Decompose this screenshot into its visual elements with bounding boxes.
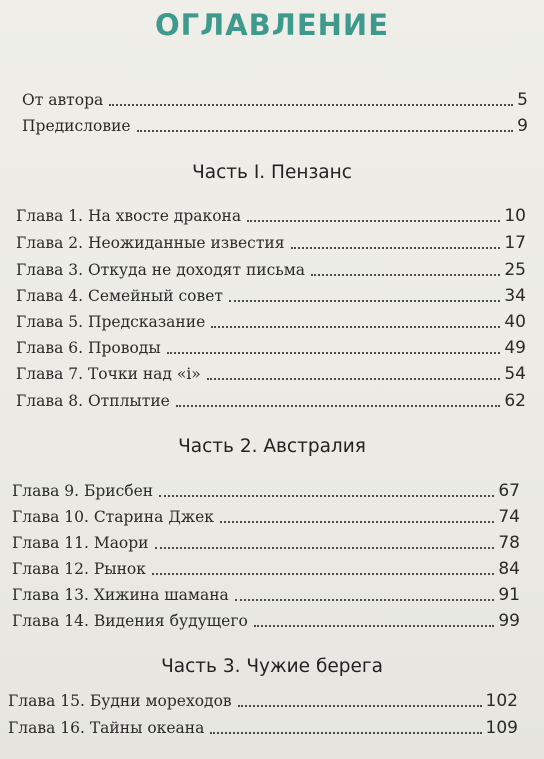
toc-entry-page: 40 xyxy=(504,312,526,332)
toc-entry-front-1[interactable] xyxy=(22,88,528,110)
dot-leader xyxy=(229,300,500,302)
toc-entry-page: 34 xyxy=(504,286,526,306)
part-1-heading: Часть I. Пензанс xyxy=(192,162,352,183)
dot-leader xyxy=(167,352,501,354)
toc-entry-label: Глава 13. Хижина шамана xyxy=(12,586,229,604)
toc-entry-chapter-11[interactable] xyxy=(12,531,520,553)
toc-entry-page: 10 xyxy=(504,206,526,226)
toc-entry-page: 99 xyxy=(498,611,520,631)
toc-entry-page: 91 xyxy=(498,585,520,605)
toc-entry-chapter-3[interactable] xyxy=(16,258,526,280)
toc-entry-label: Глава 4. Семейный совет xyxy=(16,287,223,305)
toc-entry-label: Глава 14. Видения будущего xyxy=(12,612,248,630)
dot-leader xyxy=(152,573,494,575)
toc-entry-label: Глава 9. Брисбен xyxy=(12,482,154,500)
dot-leader xyxy=(238,705,482,707)
toc-entry-chapter-8[interactable] xyxy=(16,389,526,411)
part-3-heading: Часть 3. Чужие берега xyxy=(161,656,383,677)
dot-leader xyxy=(155,547,495,549)
dot-leader xyxy=(137,130,514,132)
dot-leader xyxy=(291,247,501,249)
toc-entry-page: 74 xyxy=(498,507,520,527)
toc-entry-page: 5 xyxy=(517,90,528,110)
toc-entry-chapter-1[interactable] xyxy=(16,204,526,226)
toc-entry-chapter-13[interactable] xyxy=(12,583,520,605)
toc-entry-chapter-14[interactable] xyxy=(12,609,520,631)
toc-entry-label: Глава 6. Проводы xyxy=(16,339,161,357)
dot-leader xyxy=(211,326,500,328)
toc-entry-page: 49 xyxy=(504,338,526,358)
part-2-heading: Часть 2. Австралия xyxy=(178,436,366,457)
dot-leader xyxy=(109,104,513,106)
toc-entry-label: Глава 5. Предсказание xyxy=(16,313,206,331)
toc-entry-label: Глава 8. Отплытие xyxy=(16,392,170,410)
dot-leader xyxy=(311,274,500,276)
toc-entry-label: Глава 1. На хвосте дракона xyxy=(16,207,242,225)
toc-entry-page: 9 xyxy=(517,116,528,136)
toc-entry-page: 84 xyxy=(498,559,520,579)
toc-entry-label: Предисловие xyxy=(22,117,131,135)
toc-entry-page: 17 xyxy=(504,233,526,253)
toc-entry-label: От автора xyxy=(22,91,104,109)
dot-leader xyxy=(247,220,500,222)
toc-entry-chapter-2[interactable] xyxy=(16,231,526,253)
toc-entry-chapter-9[interactable] xyxy=(12,479,520,501)
toc-entry-page: 78 xyxy=(498,533,520,553)
toc-entry-page: 67 xyxy=(498,481,520,501)
toc-entry-chapter-4[interactable] xyxy=(16,284,526,306)
toc-entry-chapter-6[interactable] xyxy=(16,336,526,358)
dot-leader xyxy=(176,405,501,407)
toc-entry-label: Глава 16. Тайны океана xyxy=(8,719,205,737)
dot-leader xyxy=(254,625,495,627)
toc-entry-chapter-5[interactable] xyxy=(16,310,526,332)
toc-entry-label: Глава 2. Неожиданные известия xyxy=(16,234,285,252)
toc-entry-chapter-7[interactable] xyxy=(16,362,526,384)
toc-entry-page: 25 xyxy=(504,260,526,280)
toc-entry-page: 102 xyxy=(485,691,518,711)
toc-entry-chapter-12[interactable] xyxy=(12,557,520,579)
toc-entry-chapter-16[interactable] xyxy=(8,716,518,738)
toc-entry-label: Глава 11. Маори xyxy=(12,534,149,552)
toc-entry-page: 109 xyxy=(485,718,518,738)
toc-entry-front-2[interactable] xyxy=(22,114,528,136)
dot-leader xyxy=(159,495,494,497)
toc-entry-chapter-15[interactable] xyxy=(8,689,518,711)
toc-entry-label: Глава 12. Рынок xyxy=(12,560,146,578)
toc-entry-page: 62 xyxy=(504,391,526,411)
dot-leader xyxy=(235,599,495,601)
toc-entry-label: Глава 3. Откуда не доходят письма xyxy=(16,261,306,279)
toc-entry-chapter-10[interactable] xyxy=(12,505,520,527)
toc-entry-page: 54 xyxy=(504,364,526,384)
dot-leader xyxy=(207,378,501,380)
dot-leader xyxy=(210,732,481,734)
toc-entry-label: Глава 10. Старина Джек xyxy=(12,508,214,526)
toc-entry-label: Глава 7. Точки над «i» xyxy=(16,365,201,383)
toc-entry-label: Глава 15. Будни мореходов xyxy=(8,692,232,710)
dot-leader xyxy=(220,521,494,523)
page-title: ОГЛАВЛЕНИЕ xyxy=(154,8,389,42)
